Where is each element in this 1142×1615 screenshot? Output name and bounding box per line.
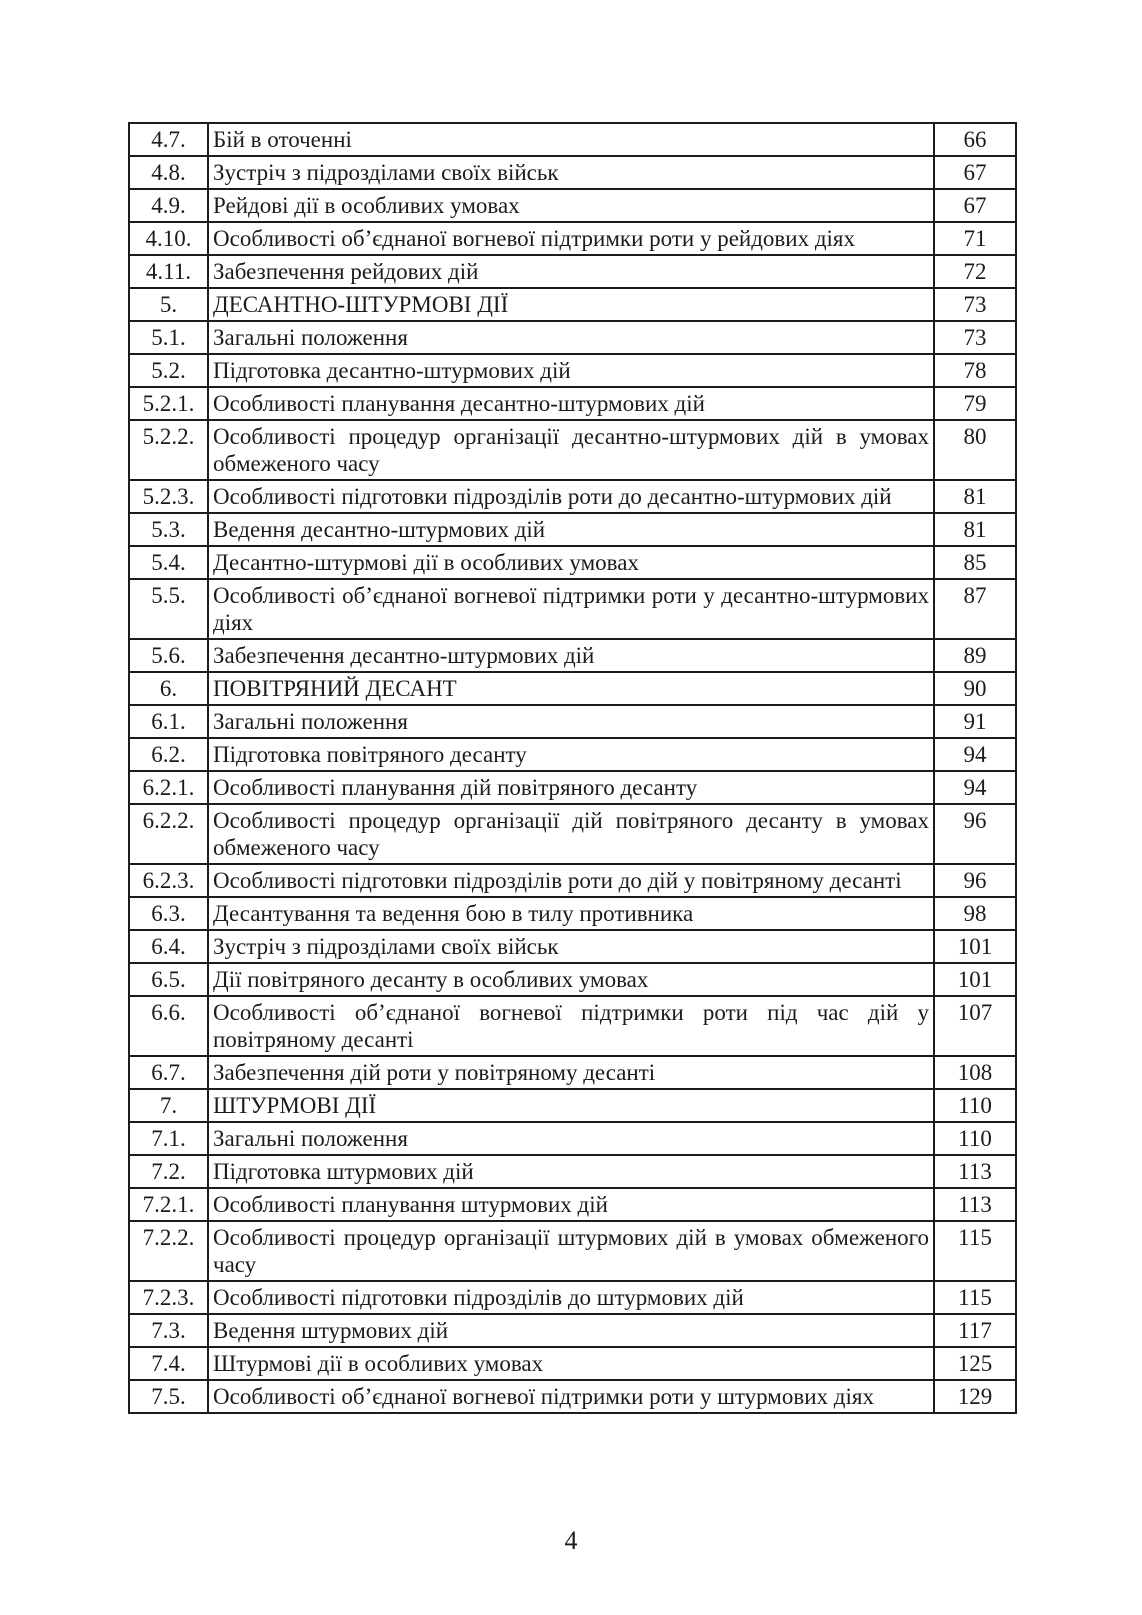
row-page-number: 115 <box>934 1281 1016 1314</box>
row-section-number: 6.1. <box>129 705 208 738</box>
row-section-title: Особливості об’єднаної вогневої підтримки роти під час дій у повітряному десанті <box>208 996 934 1056</box>
row-section-title: Особливості процедур організації дій повітряного десанту в умовах обмеженого часу <box>208 804 934 864</box>
row-section-title: Зустріч з підрозділами своїх військ <box>208 930 934 963</box>
row-page-number: 87 <box>934 579 1016 639</box>
row-page-number: 98 <box>934 897 1016 930</box>
row-section-number: 5.2.3. <box>129 480 208 513</box>
row-section-number: 7.2.2. <box>129 1221 208 1281</box>
row-page-number: 81 <box>934 513 1016 546</box>
row-page-number: 71 <box>934 222 1016 255</box>
table-row <box>129 189 1016 222</box>
row-section-number: 6.2. <box>129 738 208 771</box>
row-section-number: 4.10. <box>129 222 208 255</box>
table-row <box>129 930 1016 963</box>
row-section-title: ДЕСАНТНО-ШТУРМОВІ ДІЇ <box>208 288 934 321</box>
row-page-number: 78 <box>934 354 1016 387</box>
row-section-title: Рейдові дії в особливих умовах <box>208 189 934 222</box>
row-page-number: 67 <box>934 189 1016 222</box>
row-page-number: 117 <box>934 1314 1016 1347</box>
table-row <box>129 420 1016 480</box>
table-row <box>129 1221 1016 1281</box>
row-section-title: Особливості підготовки підрозділів до штурмових дій <box>208 1281 934 1314</box>
row-page-number: 96 <box>934 864 1016 897</box>
row-section-number: 7.4. <box>129 1347 208 1380</box>
row-page-number: 72 <box>934 255 1016 288</box>
row-page-number: 113 <box>934 1188 1016 1221</box>
row-section-number: 5.6. <box>129 639 208 672</box>
row-section-number: 7.3. <box>129 1314 208 1347</box>
row-section-number: 6.6. <box>129 996 208 1056</box>
row-section-number: 6.2.2. <box>129 804 208 864</box>
row-section-title: Загальні положення <box>208 1122 934 1155</box>
row-section-number: 6.7. <box>129 1056 208 1089</box>
table-row <box>129 123 1016 156</box>
row-section-number: 5.2. <box>129 354 208 387</box>
table-row <box>129 1155 1016 1188</box>
table-row <box>129 705 1016 738</box>
row-page-number: 89 <box>934 639 1016 672</box>
row-section-title: Десантування та ведення бою в тилу противника <box>208 897 934 930</box>
row-section-title: Загальні положення <box>208 321 934 354</box>
row-page-number: 66 <box>934 123 1016 156</box>
row-page-number: 67 <box>934 156 1016 189</box>
row-section-title: Підготовка штурмових дій <box>208 1155 934 1188</box>
row-page-number: 108 <box>934 1056 1016 1089</box>
table-row <box>129 354 1016 387</box>
row-section-number: 4.7. <box>129 123 208 156</box>
page-number: 4 <box>564 1526 578 1555</box>
table-row <box>129 1056 1016 1089</box>
row-section-number: 7. <box>129 1089 208 1122</box>
row-section-title: Забезпечення рейдових дій <box>208 255 934 288</box>
row-section-number: 6.2.1. <box>129 771 208 804</box>
row-section-title: Особливості планування десантно-штурмових дій <box>208 387 934 420</box>
table-row <box>129 387 1016 420</box>
table-row <box>129 1380 1016 1413</box>
table-row <box>129 1089 1016 1122</box>
table-row <box>129 321 1016 354</box>
row-section-title: Особливості підготовки підрозділів роти до дій у повітряному десанті <box>208 864 934 897</box>
row-section-title: Особливості процедур організації штурмових дій в умовах обмеженого часу <box>208 1221 934 1281</box>
row-page-number: 96 <box>934 804 1016 864</box>
table-row <box>129 513 1016 546</box>
row-section-number: 5.4. <box>129 546 208 579</box>
row-section-number: 5.5. <box>129 579 208 639</box>
row-page-number: 101 <box>934 963 1016 996</box>
row-page-number: 110 <box>934 1122 1016 1155</box>
row-section-title: Ведення десантно-штурмових дій <box>208 513 934 546</box>
table-row <box>129 864 1016 897</box>
row-section-title: ШТУРМОВІ ДІЇ <box>208 1089 934 1122</box>
table-row <box>129 1281 1016 1314</box>
table-row <box>129 963 1016 996</box>
row-page-number: 107 <box>934 996 1016 1056</box>
row-section-number: 6.3. <box>129 897 208 930</box>
row-page-number: 94 <box>934 738 1016 771</box>
row-section-number: 4.9. <box>129 189 208 222</box>
row-section-number: 4.11. <box>129 255 208 288</box>
row-section-title: Особливості процедур організації десантно-штурмових дій в умовах обмеженого часу <box>208 420 934 480</box>
toc-table <box>128 122 1017 1414</box>
table-row <box>129 996 1016 1056</box>
row-section-number: 6.4. <box>129 930 208 963</box>
row-section-title: Особливості об’єднаної вогневої підтримки роти у рейдових діях <box>208 222 934 255</box>
row-page-number: 94 <box>934 771 1016 804</box>
row-section-number: 7.5. <box>129 1380 208 1413</box>
row-page-number: 115 <box>934 1221 1016 1281</box>
table-row <box>129 1347 1016 1380</box>
table-row <box>129 771 1016 804</box>
row-page-number: 101 <box>934 930 1016 963</box>
row-section-number: 6. <box>129 672 208 705</box>
row-section-title: Забезпечення дій роти у повітряному десанті <box>208 1056 934 1089</box>
row-section-title: ПОВІТРЯНИЙ ДЕСАНТ <box>208 672 934 705</box>
row-section-number: 6.2.3. <box>129 864 208 897</box>
row-page-number: 110 <box>934 1089 1016 1122</box>
table-row <box>129 480 1016 513</box>
row-section-number: 5.3. <box>129 513 208 546</box>
row-section-title: Бій в оточенні <box>208 123 934 156</box>
row-page-number: 129 <box>934 1380 1016 1413</box>
row-section-title: Підготовка повітряного десанту <box>208 738 934 771</box>
row-page-number: 81 <box>934 480 1016 513</box>
row-page-number: 73 <box>934 288 1016 321</box>
row-section-title: Особливості планування дій повітряного десанту <box>208 771 934 804</box>
row-section-title: Особливості планування штурмових дій <box>208 1188 934 1221</box>
row-section-title: Особливості об’єднаної вогневої підтримки роти у штурмових діях <box>208 1380 934 1413</box>
table-of-contents <box>128 122 1017 1414</box>
row-section-title: Дії повітряного десанту в особливих умовах <box>208 963 934 996</box>
row-section-number: 4.8. <box>129 156 208 189</box>
row-section-number: 7.2. <box>129 1155 208 1188</box>
row-page-number: 90 <box>934 672 1016 705</box>
table-row <box>129 738 1016 771</box>
table-row <box>129 804 1016 864</box>
row-section-number: 7.1. <box>129 1122 208 1155</box>
row-section-title: Загальні положення <box>208 705 934 738</box>
row-page-number: 73 <box>934 321 1016 354</box>
row-section-number: 5.2.1. <box>129 387 208 420</box>
row-section-title: Особливості підготовки підрозділів роти до десантно-штурмових дій <box>208 480 934 513</box>
row-page-number: 91 <box>934 705 1016 738</box>
row-section-number: 5. <box>129 288 208 321</box>
table-row <box>129 546 1016 579</box>
table-row <box>129 672 1016 705</box>
row-section-title: Штурмові дії в особливих умовах <box>208 1347 934 1380</box>
toc-table-body <box>129 123 1016 1413</box>
table-row <box>129 222 1016 255</box>
row-page-number: 113 <box>934 1155 1016 1188</box>
row-page-number: 125 <box>934 1347 1016 1380</box>
row-section-number: 6.5. <box>129 963 208 996</box>
row-section-title: Зустріч з підрозділами своїх військ <box>208 156 934 189</box>
table-row <box>129 897 1016 930</box>
table-row <box>129 156 1016 189</box>
row-section-number: 7.2.1. <box>129 1188 208 1221</box>
row-section-title: Ведення штурмових дій <box>208 1314 934 1347</box>
row-page-number: 85 <box>934 546 1016 579</box>
table-row <box>129 1122 1016 1155</box>
row-section-title: Підготовка десантно-штурмових дій <box>208 354 934 387</box>
table-row <box>129 639 1016 672</box>
row-page-number: 80 <box>934 420 1016 480</box>
table-row <box>129 288 1016 321</box>
row-section-number: 5.2.2. <box>129 420 208 480</box>
row-section-number: 7.2.3. <box>129 1281 208 1314</box>
table-row <box>129 579 1016 639</box>
table-row <box>129 255 1016 288</box>
row-section-title: Забезпечення десантно-штурмових дій <box>208 639 934 672</box>
table-row <box>129 1314 1016 1347</box>
table-row <box>129 1188 1016 1221</box>
row-section-title: Десантно-штурмові дії в особливих умовах <box>208 546 934 579</box>
row-section-title: Особливості об’єднаної вогневої підтримки роти у десантно-штурмових діях <box>208 579 934 639</box>
row-page-number: 79 <box>934 387 1016 420</box>
row-section-number: 5.1. <box>129 321 208 354</box>
